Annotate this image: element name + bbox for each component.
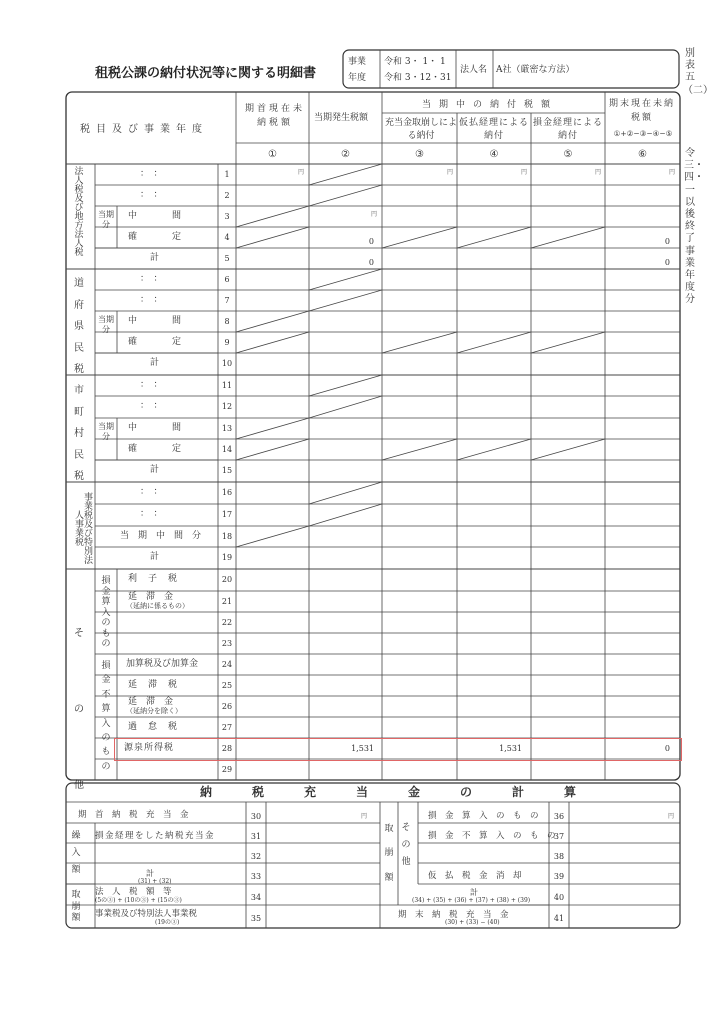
grid-line [531, 332, 605, 353]
calc-line-number: 37 [553, 832, 565, 841]
section-municipal-tax: 市町村民税 [74, 385, 84, 482]
line-number: 26 [221, 701, 233, 711]
grid-line [309, 269, 382, 290]
line-number: 29 [221, 764, 233, 774]
line-number: 19 [221, 553, 233, 562]
section-prefectural-tax: 道府県民税 [74, 278, 84, 375]
row27-label: 過 怠 税 [128, 721, 179, 732]
col4-mark: ④ [489, 149, 499, 160]
calc-r33-label: 計 [146, 869, 154, 878]
row28-col4-value: 1,531 [499, 744, 522, 753]
calc-sonota-label: その他 [401, 823, 411, 868]
yen-mark: 円 [595, 169, 602, 176]
frame [66, 783, 680, 928]
item-header: 税目及び事業年度 [80, 124, 208, 135]
form-title: 租税公課の納付状況等に関する明細書 [95, 66, 317, 81]
line-number: 13 [221, 423, 233, 433]
line-number: 1 [224, 169, 230, 179]
calc-r34-label: 法 人 税 額 等 [95, 887, 172, 897]
grid-line [382, 439, 457, 460]
calc-r40-label: 計 [470, 888, 478, 897]
final-label: 確 定 [128, 336, 184, 347]
interim-group-label: 当期分 [98, 315, 114, 334]
business-interim-label: 当 期 中 間 分 [120, 530, 202, 541]
col3-mark: ③ [415, 149, 424, 160]
line-number: 24 [221, 659, 233, 669]
calc-r35-label: 事業税及び特別法人事業税 [95, 909, 198, 919]
line-number: 21 [221, 596, 233, 606]
line-number: 11 [221, 380, 233, 390]
calc-r40-formula: (34) + (35) + (36) + (37) + (38) + (39) [412, 897, 531, 904]
col2-mark: ② [341, 149, 350, 160]
calc-line-number: 30 [250, 812, 262, 821]
grid-line [236, 311, 309, 332]
section-business-tax: 事業税及び特別法人事業税 [73, 492, 92, 564]
year-placeholder: ： ： [140, 273, 163, 284]
calc-r34-formula: (5の③) + (10の③) + (15の③) [95, 897, 182, 904]
line-number: 22 [221, 617, 233, 627]
col1-header: 期首現在未納税額 [244, 104, 305, 128]
year-placeholder: ： ： [140, 294, 163, 305]
corp-name-value: A社（厳密な方法） [496, 65, 575, 75]
grid-line [236, 227, 309, 248]
total-label: 計 [150, 552, 160, 562]
calc-r33-formula: (31) + (32) [138, 878, 172, 885]
calc-r35-formula: (19の③) [155, 919, 180, 926]
section-other: その他 [74, 628, 84, 791]
total-label: 計 [150, 358, 160, 368]
line-number: 18 [221, 531, 233, 541]
line-number: 16 [221, 488, 233, 497]
calc-line-number: 41 [553, 914, 565, 923]
calc-r41-formula: (30) + (33) − (40) [445, 919, 500, 926]
calc-r41-label: 期 末 納 税 充 当 金 [398, 910, 509, 920]
col2-header: 当期発生税額 [314, 113, 369, 123]
grid-line [236, 526, 309, 547]
grid-line [531, 439, 605, 460]
calc-line-number: 38 [553, 852, 565, 861]
calc-line-number: 40 [553, 893, 565, 902]
year-placeholder: ： ： [140, 487, 163, 497]
grid-line [236, 418, 309, 439]
year-placeholder: ： ： [140, 401, 163, 411]
line-number: 27 [221, 722, 233, 732]
row4-col2-value: 0 [368, 237, 374, 246]
line-number: 20 [221, 575, 233, 584]
line-number: 7 [224, 295, 230, 305]
interim-label: 中 間 [128, 422, 184, 433]
calc-line-number: 31 [250, 832, 262, 841]
col6-mark: ⑥ [638, 149, 647, 160]
line-number: 14 [221, 444, 233, 454]
year-label-bottom: 年度 [348, 73, 367, 83]
form-id: 別表五（二） [683, 48, 713, 96]
calc-r30-label: 期 首 納 税 充 当 金 [78, 810, 189, 820]
total-label: 計 [150, 252, 160, 263]
calc-r37-label: 損 金 不 算 入 の も の [428, 831, 556, 841]
grid-line [309, 482, 382, 504]
payment-group-header: 当期中の納付税額 [422, 100, 559, 110]
col5-header: 損金経理による納付 [532, 118, 603, 142]
calc-right-group-label: 取崩額 [384, 824, 394, 883]
row25-label: 延 滞 税 [128, 679, 179, 690]
row26-label: 延 滞 金 [128, 697, 174, 707]
period-end: 令和 3・12・31 [384, 73, 452, 83]
grid-line [382, 332, 457, 353]
grid-line [457, 332, 531, 353]
interim-label: 中 間 [128, 315, 184, 326]
col5-mark: ⑤ [563, 149, 573, 160]
interim-group-label: 当期分 [98, 422, 114, 441]
yen-mark: 円 [669, 169, 676, 176]
yen-mark: 円 [361, 813, 368, 820]
period-start: 令和 3・ 1・ 1 [384, 57, 446, 67]
calc-line-number: 32 [250, 852, 262, 861]
line-number: 28 [221, 743, 233, 753]
row28-highlight [114, 738, 682, 761]
yen-mark: 円 [521, 169, 528, 176]
calc-title: 納 税 充 当 金 の 計 算 [200, 785, 591, 799]
line-number: 25 [221, 680, 233, 690]
line-number: 15 [221, 466, 233, 475]
yen-mark: 円 [668, 813, 675, 820]
calc-line-number: 35 [250, 914, 262, 923]
grid-line [309, 290, 382, 311]
col4-header: 仮払経理による納付 [459, 118, 530, 142]
row28-label: 源泉所得税 [124, 742, 175, 753]
calc-line-number: 36 [553, 812, 565, 821]
line-number: 9 [224, 337, 230, 347]
calc-torikuzushi-label: 取崩額 [71, 890, 81, 924]
line-number: 3 [224, 211, 230, 221]
calc-kuriire-label: 繰入額 [71, 831, 81, 876]
grid-line [382, 227, 457, 248]
year-placeholder: ： ： [140, 509, 163, 519]
calc-line-number: 39 [553, 872, 565, 881]
year-label-top: 事業 [348, 57, 367, 67]
section-corp-tax: 法人税及び地方法人税 [74, 167, 84, 258]
grid-line [236, 439, 309, 460]
grid-line [457, 227, 531, 248]
row5-col2-value: 0 [368, 258, 374, 267]
col3-header: 充当金取崩しによる納付 [385, 118, 458, 142]
grid-line [236, 332, 309, 353]
year-placeholder: ： ： [140, 379, 163, 390]
line-number: 8 [224, 316, 230, 326]
corp-name-label: 法人名 [460, 65, 488, 75]
yen-mark: 円 [371, 211, 378, 218]
col6-header: 期末現在未納税額 [608, 99, 675, 123]
col6-formula: ①+②−③−④−⑤ [613, 129, 673, 138]
grid-line [309, 396, 382, 418]
line-number: 4 [224, 232, 230, 242]
row4-col6-value: 0 [664, 237, 670, 246]
row5-col6-value: 0 [664, 258, 670, 267]
grid-line [531, 227, 605, 248]
row21-sub: （延納に係るもの） [126, 602, 189, 610]
year-placeholder: ： ： [140, 189, 163, 200]
calc-r31-label: 損金経理をした納税充当金 [95, 831, 216, 841]
calc-r39-label: 仮 払 税 金 消 却 [428, 871, 522, 881]
row26-sub: （延納分を除く） [126, 707, 182, 715]
yen-mark: 円 [298, 169, 305, 176]
year-placeholder: ： ： [140, 168, 163, 179]
line-number: 2 [224, 190, 230, 200]
grid-line [309, 164, 382, 185]
applicable-period-note: 令三・四・一以後終了事業年度分 [684, 148, 704, 306]
calc-r36-label: 損 金 算 入 の も の [428, 811, 539, 821]
group-non-deductible: 損金不算入のもの [101, 661, 111, 772]
final-label: 確 定 [128, 231, 184, 242]
grid-line [457, 439, 531, 460]
calc-line-number: 33 [250, 872, 262, 881]
row28-col2-value: 1,531 [351, 744, 374, 753]
row24-label: 加算税及び加算金 [126, 658, 199, 669]
row20-label: 利 子 税 [128, 574, 179, 584]
group-deductible: 損金算入のもの [101, 576, 111, 650]
line-number: 12 [221, 402, 233, 411]
line-number: 6 [224, 274, 230, 284]
grid-line [309, 375, 382, 396]
interim-group-label: 当期分 [98, 210, 114, 229]
line-number: 23 [221, 638, 233, 648]
yen-mark: 円 [447, 169, 454, 176]
row28-col6-value: 0 [664, 744, 670, 753]
line-number: 5 [224, 253, 230, 263]
final-label: 確 定 [128, 443, 184, 454]
col1-mark: ① [268, 149, 277, 160]
calc-line-number: 34 [250, 893, 262, 902]
row21-label: 延 滞 金 [128, 592, 174, 602]
grid-line [309, 504, 382, 526]
total-label: 計 [150, 465, 160, 475]
line-number: 10 [221, 359, 233, 368]
grid-line [236, 206, 309, 227]
line-number: 17 [221, 510, 233, 519]
interim-label: 中 間 [128, 210, 184, 221]
grid-line [309, 185, 382, 206]
